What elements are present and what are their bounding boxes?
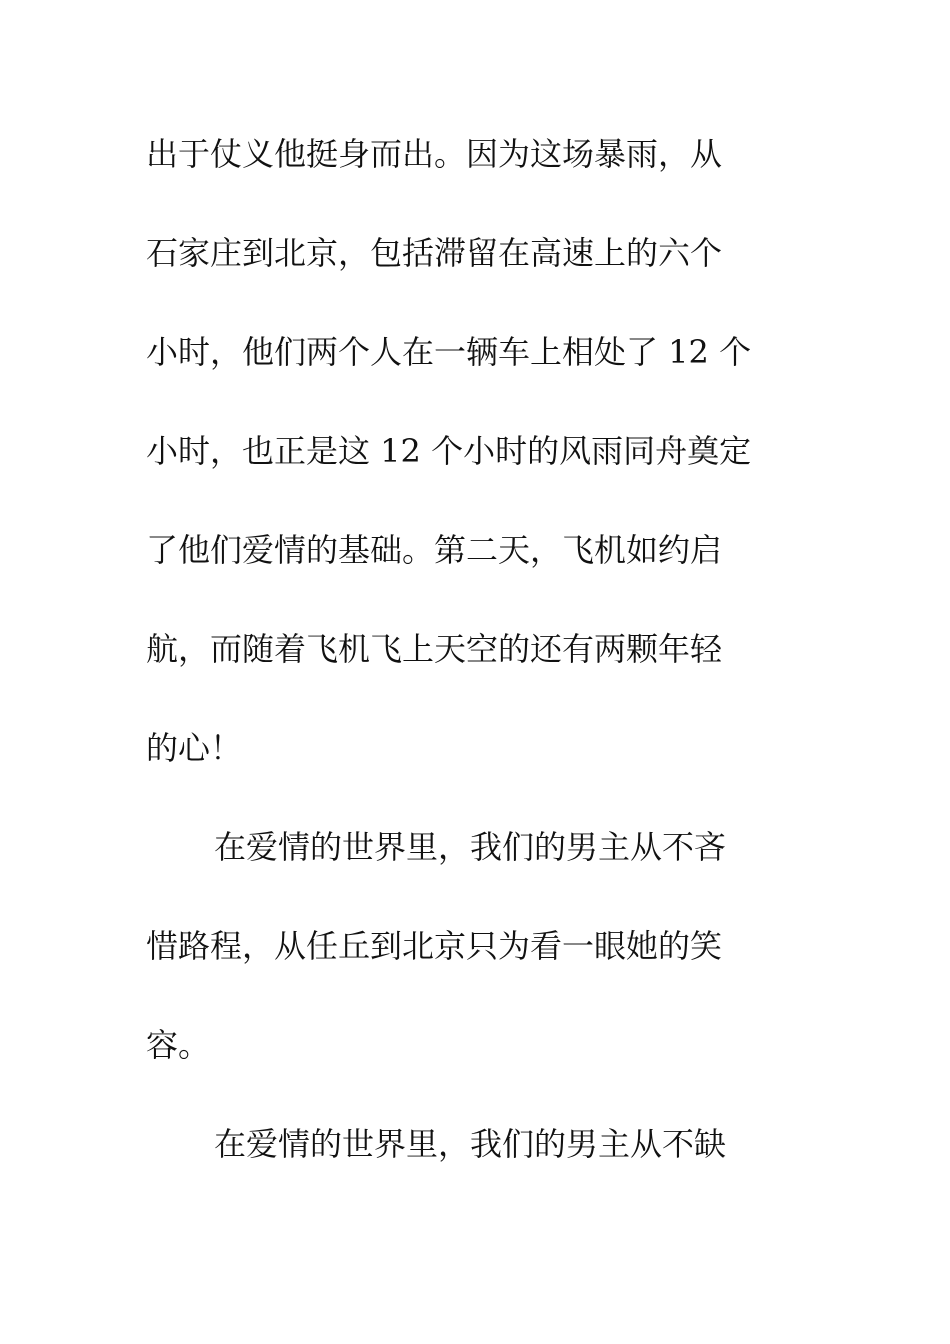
text-line: 惜路程，从任丘到北京只为看一眼她的笑	[146, 927, 723, 965]
text-line: 小时，也正是这 12 个小时的风雨同舟奠定	[146, 432, 752, 470]
text-line: 石家庄到北京，包括滞留在高速上的六个	[146, 234, 723, 272]
paragraph-first-line: 在爱情的世界里，我们的男主从不缺	[214, 1125, 727, 1163]
text-line: 容。	[146, 1026, 211, 1064]
text-line: 小时，他们两个人在一辆车上相处了 12 个	[146, 333, 752, 371]
text-line: 的心！	[146, 729, 243, 767]
text-line: 出于仗义他挺身而出。因为这场暴雨，从	[146, 135, 723, 173]
text-line: 了他们爱情的基础。第二天，飞机如约启	[146, 531, 723, 569]
paragraph-first-line: 在爱情的世界里，我们的男主从不吝	[214, 828, 727, 866]
text-line: 航，而随着飞机飞上天空的还有两颗年轻	[146, 630, 723, 668]
